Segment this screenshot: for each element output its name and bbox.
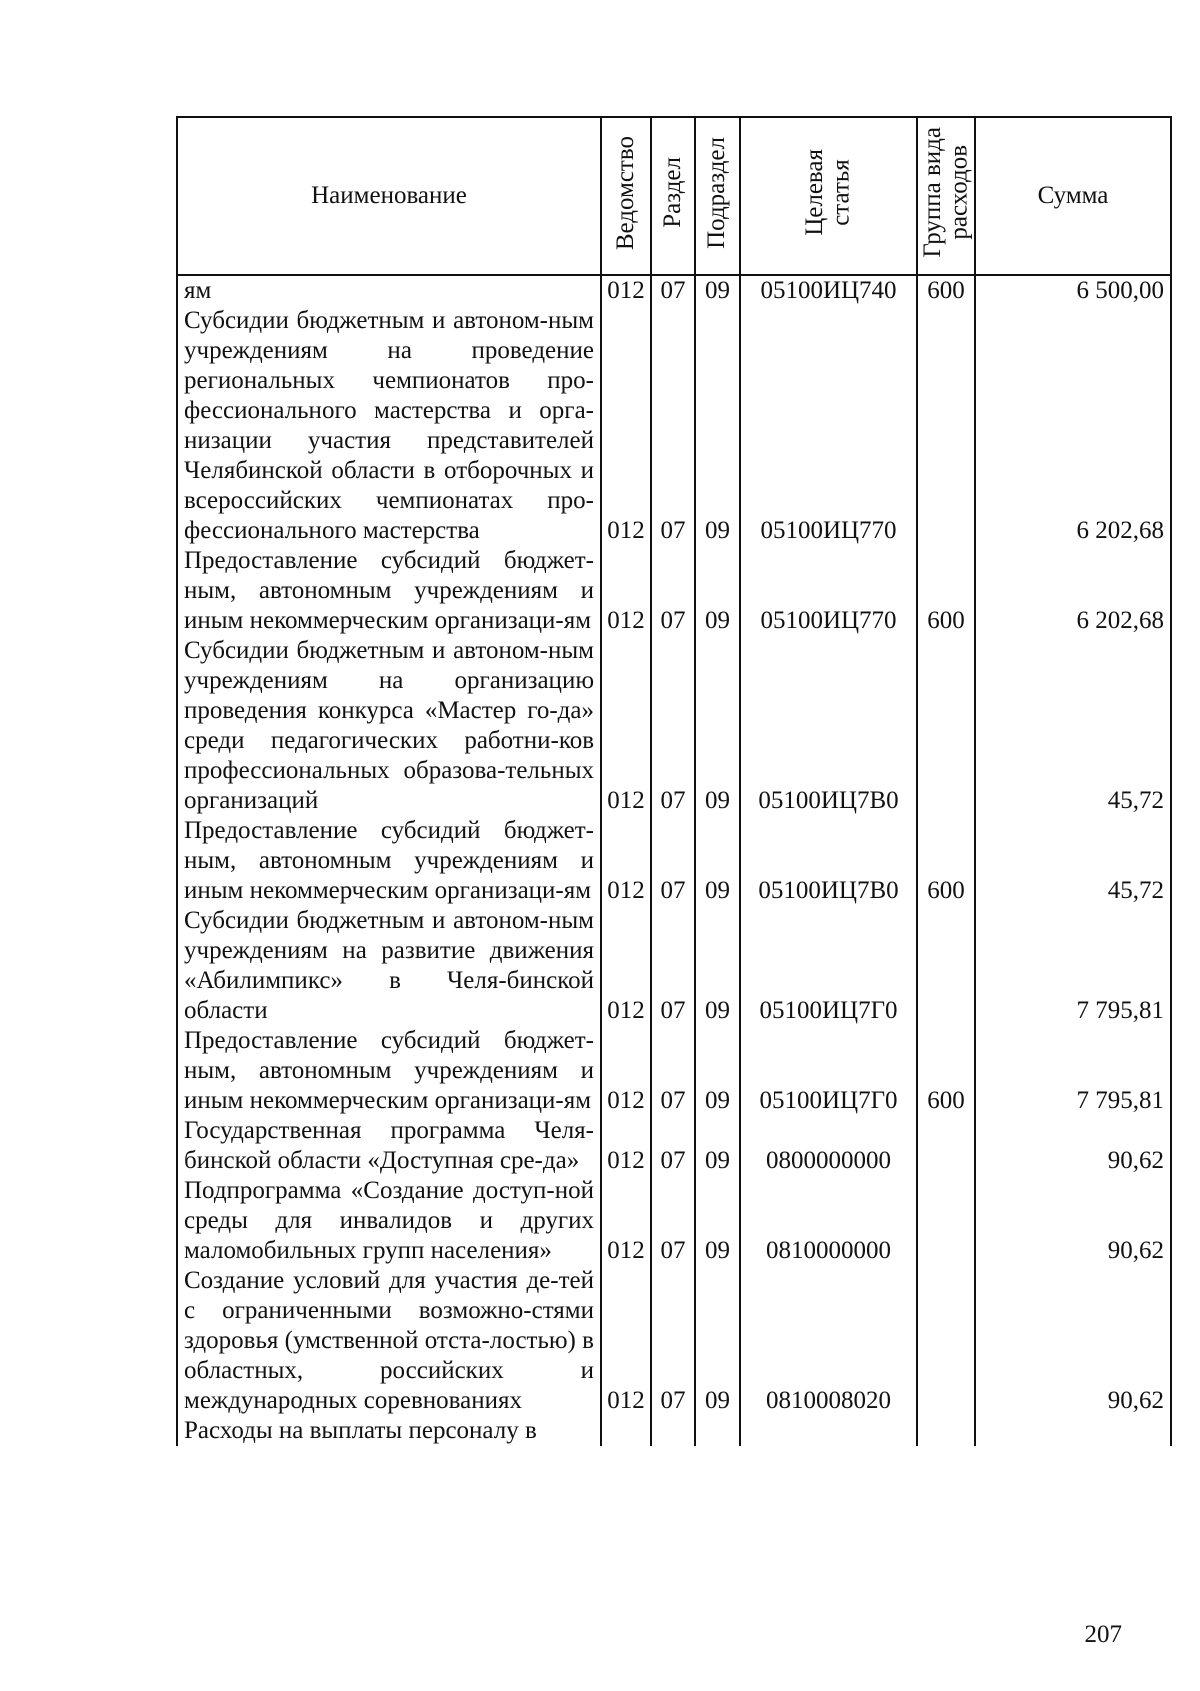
cell-gruppa-vida (917, 306, 975, 546)
cell-razdel: 07 (651, 1026, 695, 1116)
cell-gruppa-vida (917, 1416, 975, 1446)
cell-summa (975, 1416, 1171, 1446)
cell-podrazdel (695, 1416, 740, 1446)
cell-podrazdel: 09 (695, 906, 740, 1026)
table-row (177, 636, 1171, 816)
cell-name: Субсидии бюджетным и автоном-ным учреждениям на развитие движения «Абилимпикс» в Челя-бинской области (177, 906, 601, 1026)
header-vedomstvo: Ведомство (601, 117, 651, 275)
table-header (177, 117, 1171, 275)
budget-table (176, 116, 1172, 1446)
cell-name: Субсидии бюджетным и автоном-ным учреждениям на организацию проведения конкурса «Мастер го-да» среди педагогических работни-ков профессиональных образова-тельных организаций (177, 636, 601, 816)
table-row (177, 546, 1171, 636)
cell-razdel (651, 1416, 695, 1446)
cell-gruppa-vida (917, 1116, 975, 1176)
cell-razdel: 07 (651, 906, 695, 1026)
cell-razdel: 07 (651, 546, 695, 636)
cell-razdel: 07 (651, 636, 695, 816)
cell-gruppa-vida (917, 1176, 975, 1266)
cell-razdel: 07 (651, 1116, 695, 1176)
cell-podrazdel: 09 (695, 1116, 740, 1176)
table-row (177, 906, 1171, 1026)
cell-name: Расходы на выплаты персоналу в (177, 1416, 601, 1446)
cell-celevaya-statya: 0810008020 (740, 1266, 917, 1416)
cell-podrazdel: 09 (695, 1176, 740, 1266)
cell-name: Государственная программа Челя-бинской области «Доступная сре-да» (177, 1116, 601, 1176)
cell-vedomstvo: 012 (601, 816, 651, 906)
cell-summa: 45,72 (975, 816, 1171, 906)
cell-celevaya-statya: 0800000000 (740, 1116, 917, 1176)
cell-summa: 7 795,81 (975, 906, 1171, 1026)
cell-celevaya-statya: 05100ИЦ740 (740, 275, 917, 306)
table-body (177, 275, 1171, 1446)
header-razdel: Раздел (651, 117, 695, 275)
cell-podrazdel: 09 (695, 1266, 740, 1416)
table-row (177, 275, 1171, 306)
cell-razdel: 07 (651, 275, 695, 306)
table-row (177, 1026, 1171, 1116)
cell-podrazdel: 09 (695, 1026, 740, 1116)
cell-celevaya-statya: 05100ИЦ7Г0 (740, 1026, 917, 1116)
table-row (177, 1176, 1171, 1266)
cell-summa: 6 500,00 (975, 275, 1171, 306)
cell-vedomstvo: 012 (601, 1116, 651, 1176)
cell-gruppa-vida (917, 1266, 975, 1416)
cell-name: Подпрограмма «Создание доступ-ной среды для инвалидов и других маломобильных групп населения» (177, 1176, 601, 1266)
cell-celevaya-statya: 05100ИЦ7В0 (740, 636, 917, 816)
cell-name: ям (177, 275, 601, 306)
cell-summa: 90,62 (975, 1176, 1171, 1266)
cell-podrazdel: 09 (695, 275, 740, 306)
page-number: 207 (1084, 1621, 1122, 1648)
cell-vedomstvo: 012 (601, 275, 651, 306)
cell-vedomstvo: 012 (601, 546, 651, 636)
table-row (177, 816, 1171, 906)
cell-razdel: 07 (651, 1266, 695, 1416)
table-row (177, 1266, 1171, 1416)
cell-name: Предоставление субсидий бюджет-ным, автономным учреждениям и иным некоммерческим организаци-ям (177, 816, 601, 906)
cell-razdel: 07 (651, 816, 695, 906)
cell-podrazdel: 09 (695, 816, 740, 906)
cell-summa: 90,62 (975, 1266, 1171, 1416)
cell-celevaya-statya (740, 1416, 917, 1446)
cell-celevaya-statya: 05100ИЦ7В0 (740, 816, 917, 906)
cell-summa: 45,72 (975, 636, 1171, 816)
cell-podrazdel: 09 (695, 636, 740, 816)
cell-gruppa-vida (917, 906, 975, 1026)
cell-vedomstvo (601, 1416, 651, 1446)
cell-celevaya-statya: 05100ИЦ770 (740, 306, 917, 546)
cell-podrazdel: 09 (695, 546, 740, 636)
cell-vedomstvo: 012 (601, 1026, 651, 1116)
cell-name: Предоставление субсидий бюджет-ным, автономным учреждениям и иным некоммерческим организаци-ям (177, 546, 601, 636)
header-summa: Сумма (975, 117, 1171, 275)
header-podrazdel: Подраздел (695, 117, 740, 275)
table-row (177, 306, 1171, 546)
cell-gruppa-vida (917, 636, 975, 816)
cell-name: Предоставление субсидий бюджет-ным, автономным учреждениям и иным некоммерческим организаци-ям (177, 1026, 601, 1116)
cell-vedomstvo: 012 (601, 1176, 651, 1266)
header-celevaya-statya: Целевая статья (740, 117, 917, 275)
cell-name: Создание условий для участия де-тей с ограниченными возможно-стями здоровья (умственной отста-лостью) в областных, российских и международных соревнованиях (177, 1266, 601, 1416)
cell-vedomstvo: 012 (601, 1266, 651, 1416)
cell-gruppa-vida: 600 (917, 816, 975, 906)
cell-razdel: 07 (651, 1176, 695, 1266)
cell-celevaya-statya: 05100ИЦ770 (740, 546, 917, 636)
cell-name: Субсидии бюджетным и автоном-ным учреждениям на проведение региональных чемпионатов про-фессионального мастерства и орга-низации участия представителей Челябинской области в отборочных и всероссийских чемпионатах про-фессионального мастерства (177, 306, 601, 546)
cell-vedomstvo: 012 (601, 306, 651, 546)
table-row (177, 1416, 1171, 1446)
cell-gruppa-vida: 600 (917, 546, 975, 636)
cell-podrazdel: 09 (695, 306, 740, 546)
cell-celevaya-statya: 0810000000 (740, 1176, 917, 1266)
cell-summa: 90,62 (975, 1116, 1171, 1176)
cell-razdel: 07 (651, 306, 695, 546)
cell-summa: 7 795,81 (975, 1026, 1171, 1116)
cell-vedomstvo: 012 (601, 906, 651, 1026)
cell-gruppa-vida: 600 (917, 1026, 975, 1116)
header-name: Наименование (177, 117, 601, 275)
cell-celevaya-statya: 05100ИЦ7Г0 (740, 906, 917, 1026)
table-row (177, 1116, 1171, 1176)
cell-summa: 6 202,68 (975, 546, 1171, 636)
cell-summa: 6 202,68 (975, 306, 1171, 546)
cell-gruppa-vida: 600 (917, 275, 975, 306)
header-gruppa-vida-rashodov: Группа вида расходов (917, 117, 975, 275)
cell-vedomstvo: 012 (601, 636, 651, 816)
